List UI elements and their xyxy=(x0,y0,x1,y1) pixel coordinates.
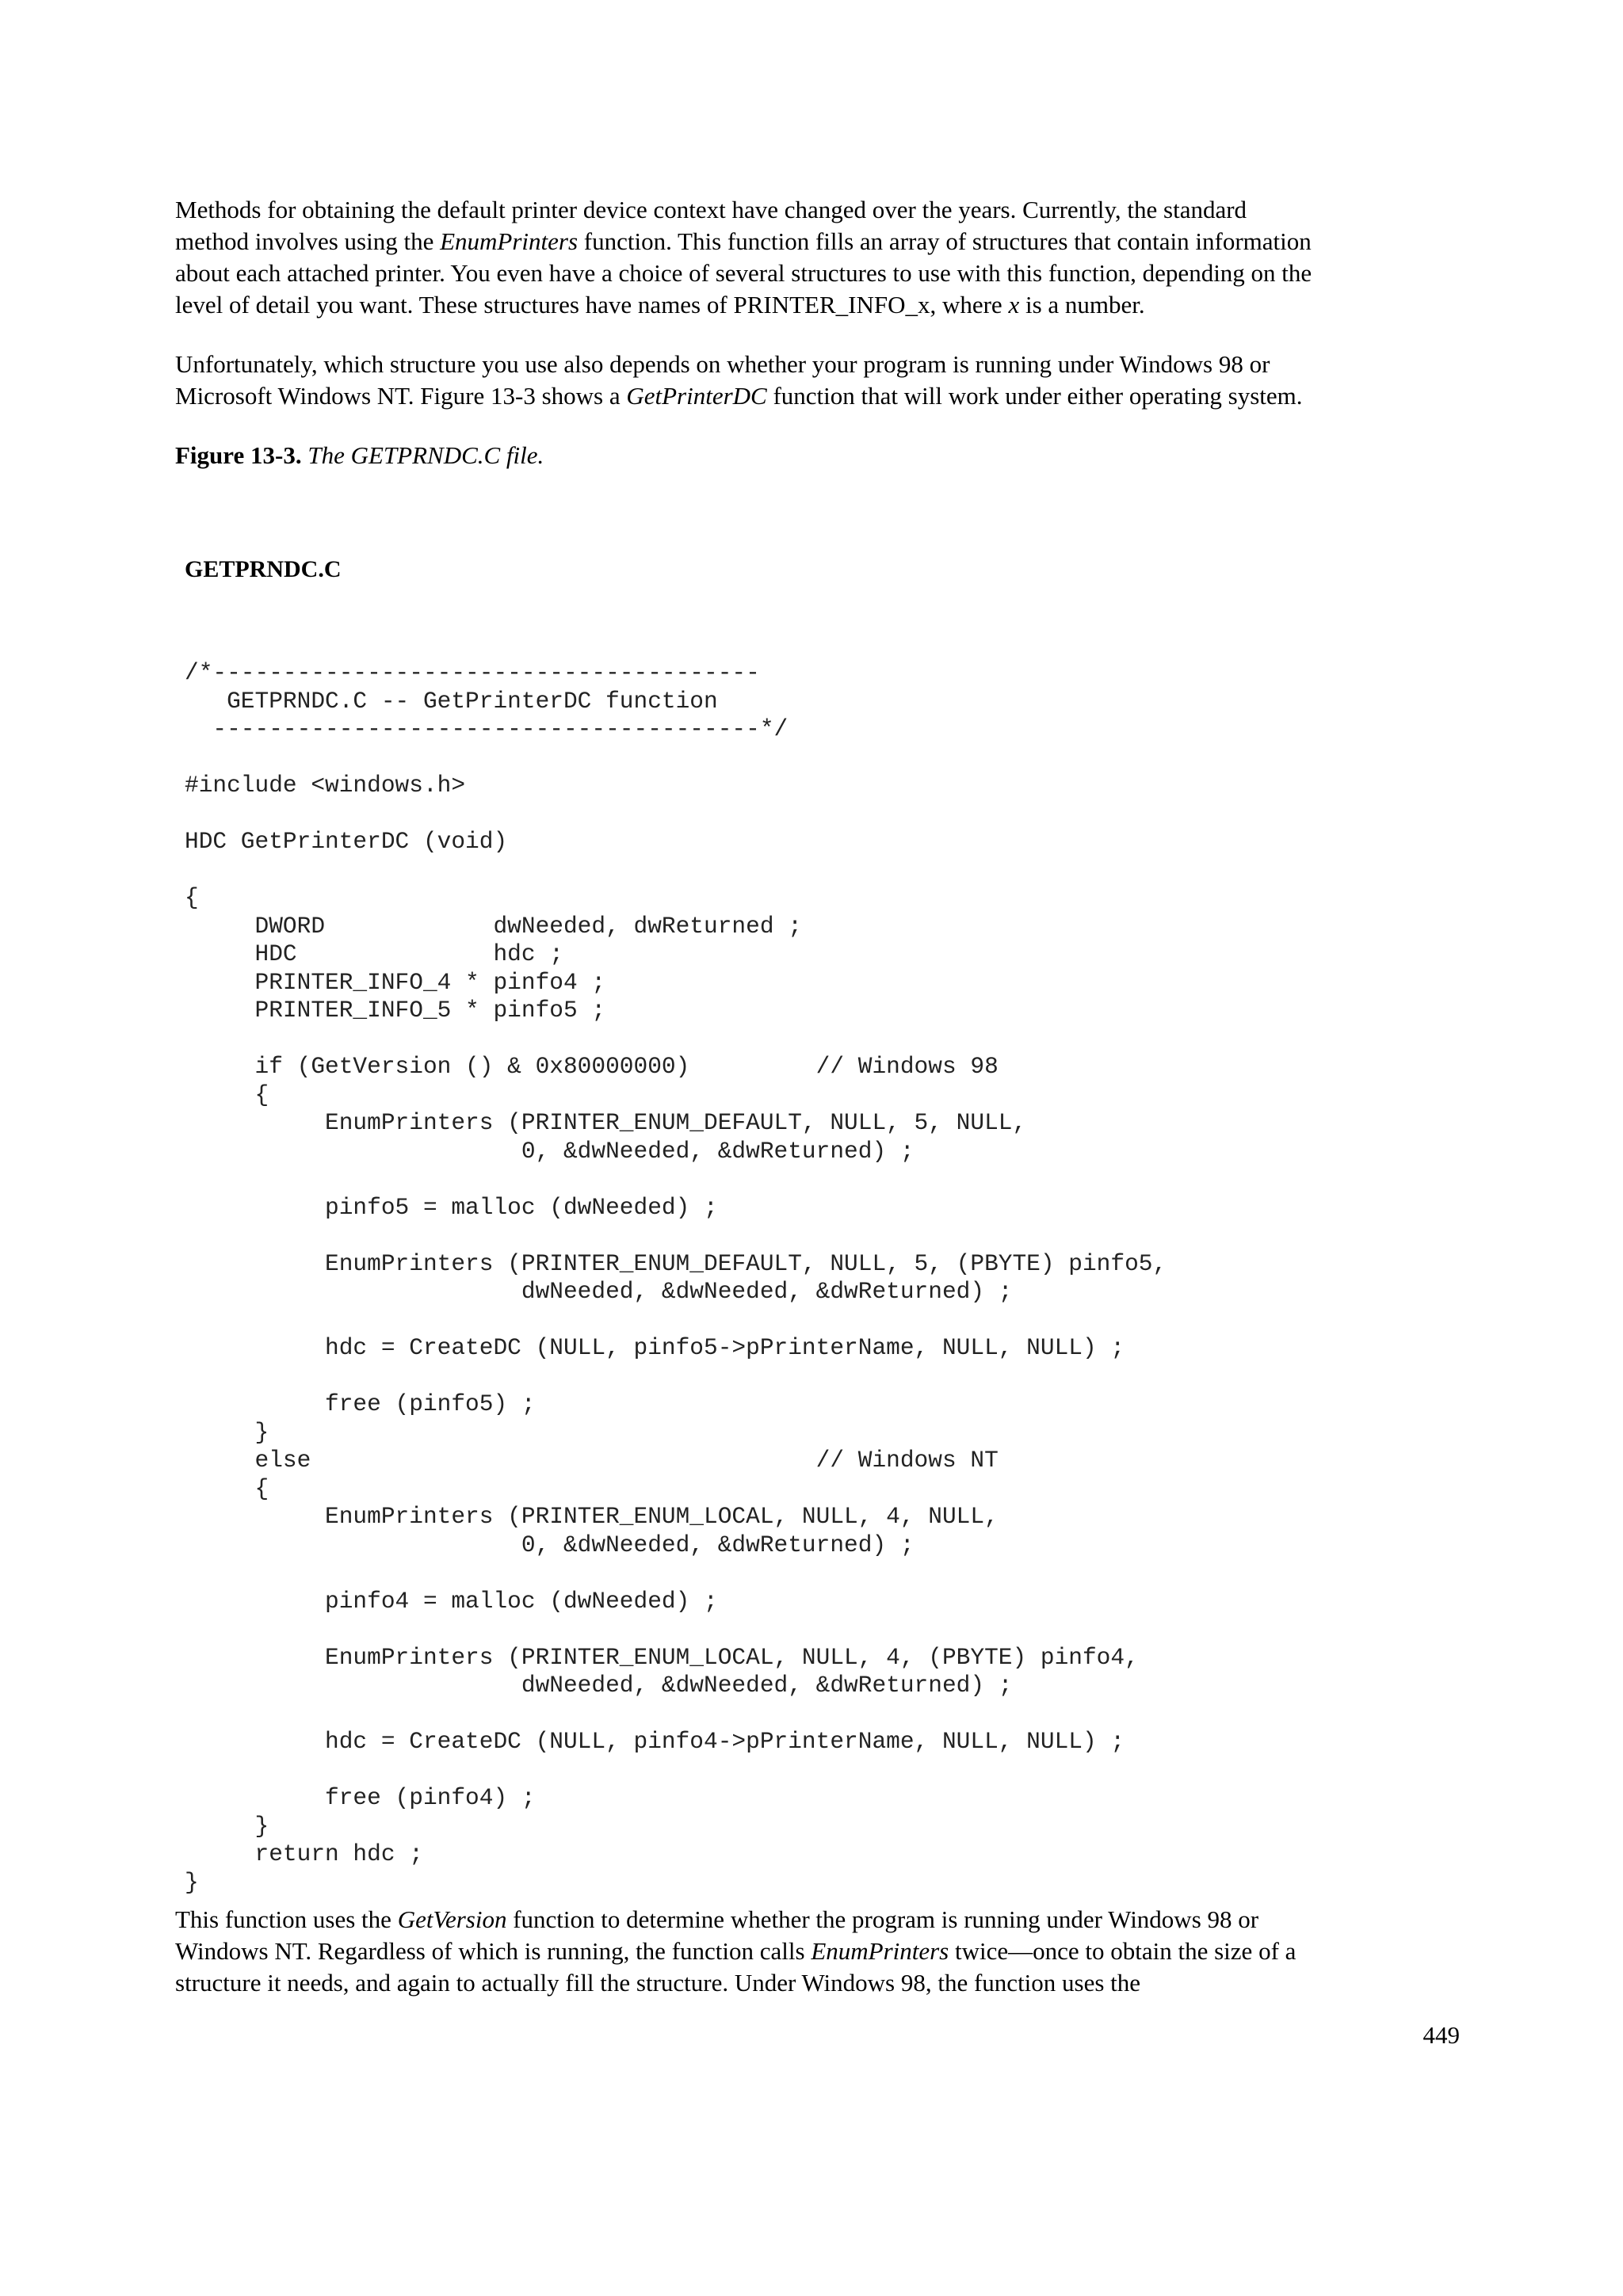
text-run: Unfortunately, which structure you use also depends on whether your program is running under Windows 98 or xyxy=(175,350,1270,378)
variable-name: x xyxy=(1008,291,1020,318)
text-run: level of detail you want. These structures have names of PRINTER_INFO_x, where xyxy=(175,291,1009,318)
intro-line-2 xyxy=(175,226,1459,257)
figure-caption xyxy=(175,440,544,471)
text-run: Windows NT. Regardless of which is running, the function calls xyxy=(175,1937,812,1965)
function-name: GetVersion xyxy=(397,1905,507,1933)
figure-title: The GETPRNDC.C file. xyxy=(301,441,544,469)
intro-line-3 xyxy=(175,257,1459,289)
function-name: EnumPrinters xyxy=(811,1937,949,1965)
text-run: is a number. xyxy=(1019,291,1145,318)
text-run: function that will work under either operating system. xyxy=(766,382,1303,410)
text-run: Microsoft Windows NT. Figure 13-3 shows a xyxy=(175,382,627,410)
text-run: function. This function fills an array of structures that contain information xyxy=(578,227,1312,255)
code-listing: /*--------------------------------------- GETPRNDC.C -- GetPrinterDC function ---------------------------------------*/ #include <windows.h> HDC GetPrinterDC (void) { DWORD dwNeeded, dwReturned ; HDC hdc ; PRINTER_INFO_4 * pinfo4 ; PRINTER_INFO_5 * pinfo5 ; if (GetVersion () & 0x80000000) // Windows 98 { EnumPrinters (PRINTER_ENUM_DEFAULT, NULL, 5, NULL, 0, &dwNeeded, &dwReturned) ; pinfo5 = malloc (dwNeeded) ; EnumPrinters (PRINTER_ENUM_DEFAULT, NULL, 5, (PBYTE) pinfo5, dwNeeded, &dwNeeded, &dwReturned) ; hdc = CreateDC (NULL, pinfo5->pPrinterName, NULL, NULL) ; free (pinfo5) ; } else // Windows NT { EnumPrinters (PRINTER_ENUM_LOCAL, NULL, 4, NULL, 0, &dwNeeded, &dwReturned) ; pinfo4 = malloc (dwNeeded) ; EnumPrinters (PRINTER_ENUM_LOCAL, NULL, 4, (PBYTE) pinfo4, dwNeeded, &dwNeeded, &dwReturned) ; hdc = CreateDC (NULL, pinfo4->pPrinterName, NULL, NULL) ; free (pinfo4) ; } return hdc ; } xyxy=(185,659,1167,1896)
text-run: method involves using the xyxy=(175,227,441,255)
function-name: EnumPrinters xyxy=(440,227,579,255)
text-run: This function uses the xyxy=(175,1905,398,1933)
function-name: GetPrinterDC xyxy=(626,382,767,410)
page-number: 449 xyxy=(1423,2021,1460,2049)
text-run: about each attached printer. You even have a choice of several structures to use with this function, depending on the xyxy=(175,259,1312,287)
second-line-2 xyxy=(175,380,1459,412)
intro-line-1 xyxy=(175,194,1459,226)
closing-line-2 xyxy=(175,1936,1459,1967)
closing-paragraph xyxy=(175,1904,1459,1999)
figure-label: Figure 13-3. xyxy=(175,441,302,469)
intro-paragraph xyxy=(175,194,1459,321)
second-line-1 xyxy=(175,349,1459,380)
text-run: Methods for obtaining the default printer device context have changed over the years. Currently, the standard xyxy=(175,196,1247,223)
intro-line-4 xyxy=(175,289,1459,321)
listing-title: GETPRNDC.C xyxy=(185,556,342,582)
closing-line-3 xyxy=(175,1967,1459,1999)
text-run: twice—once to obtain the size of a xyxy=(949,1937,1296,1965)
closing-line-1 xyxy=(175,1904,1459,1936)
second-paragraph xyxy=(175,349,1459,412)
text-run: function to determine whether the program is running under Windows 98 or xyxy=(506,1905,1259,1933)
text-run: structure it needs, and again to actually fill the structure. Under Windows 98, the function uses the xyxy=(175,1969,1141,1997)
